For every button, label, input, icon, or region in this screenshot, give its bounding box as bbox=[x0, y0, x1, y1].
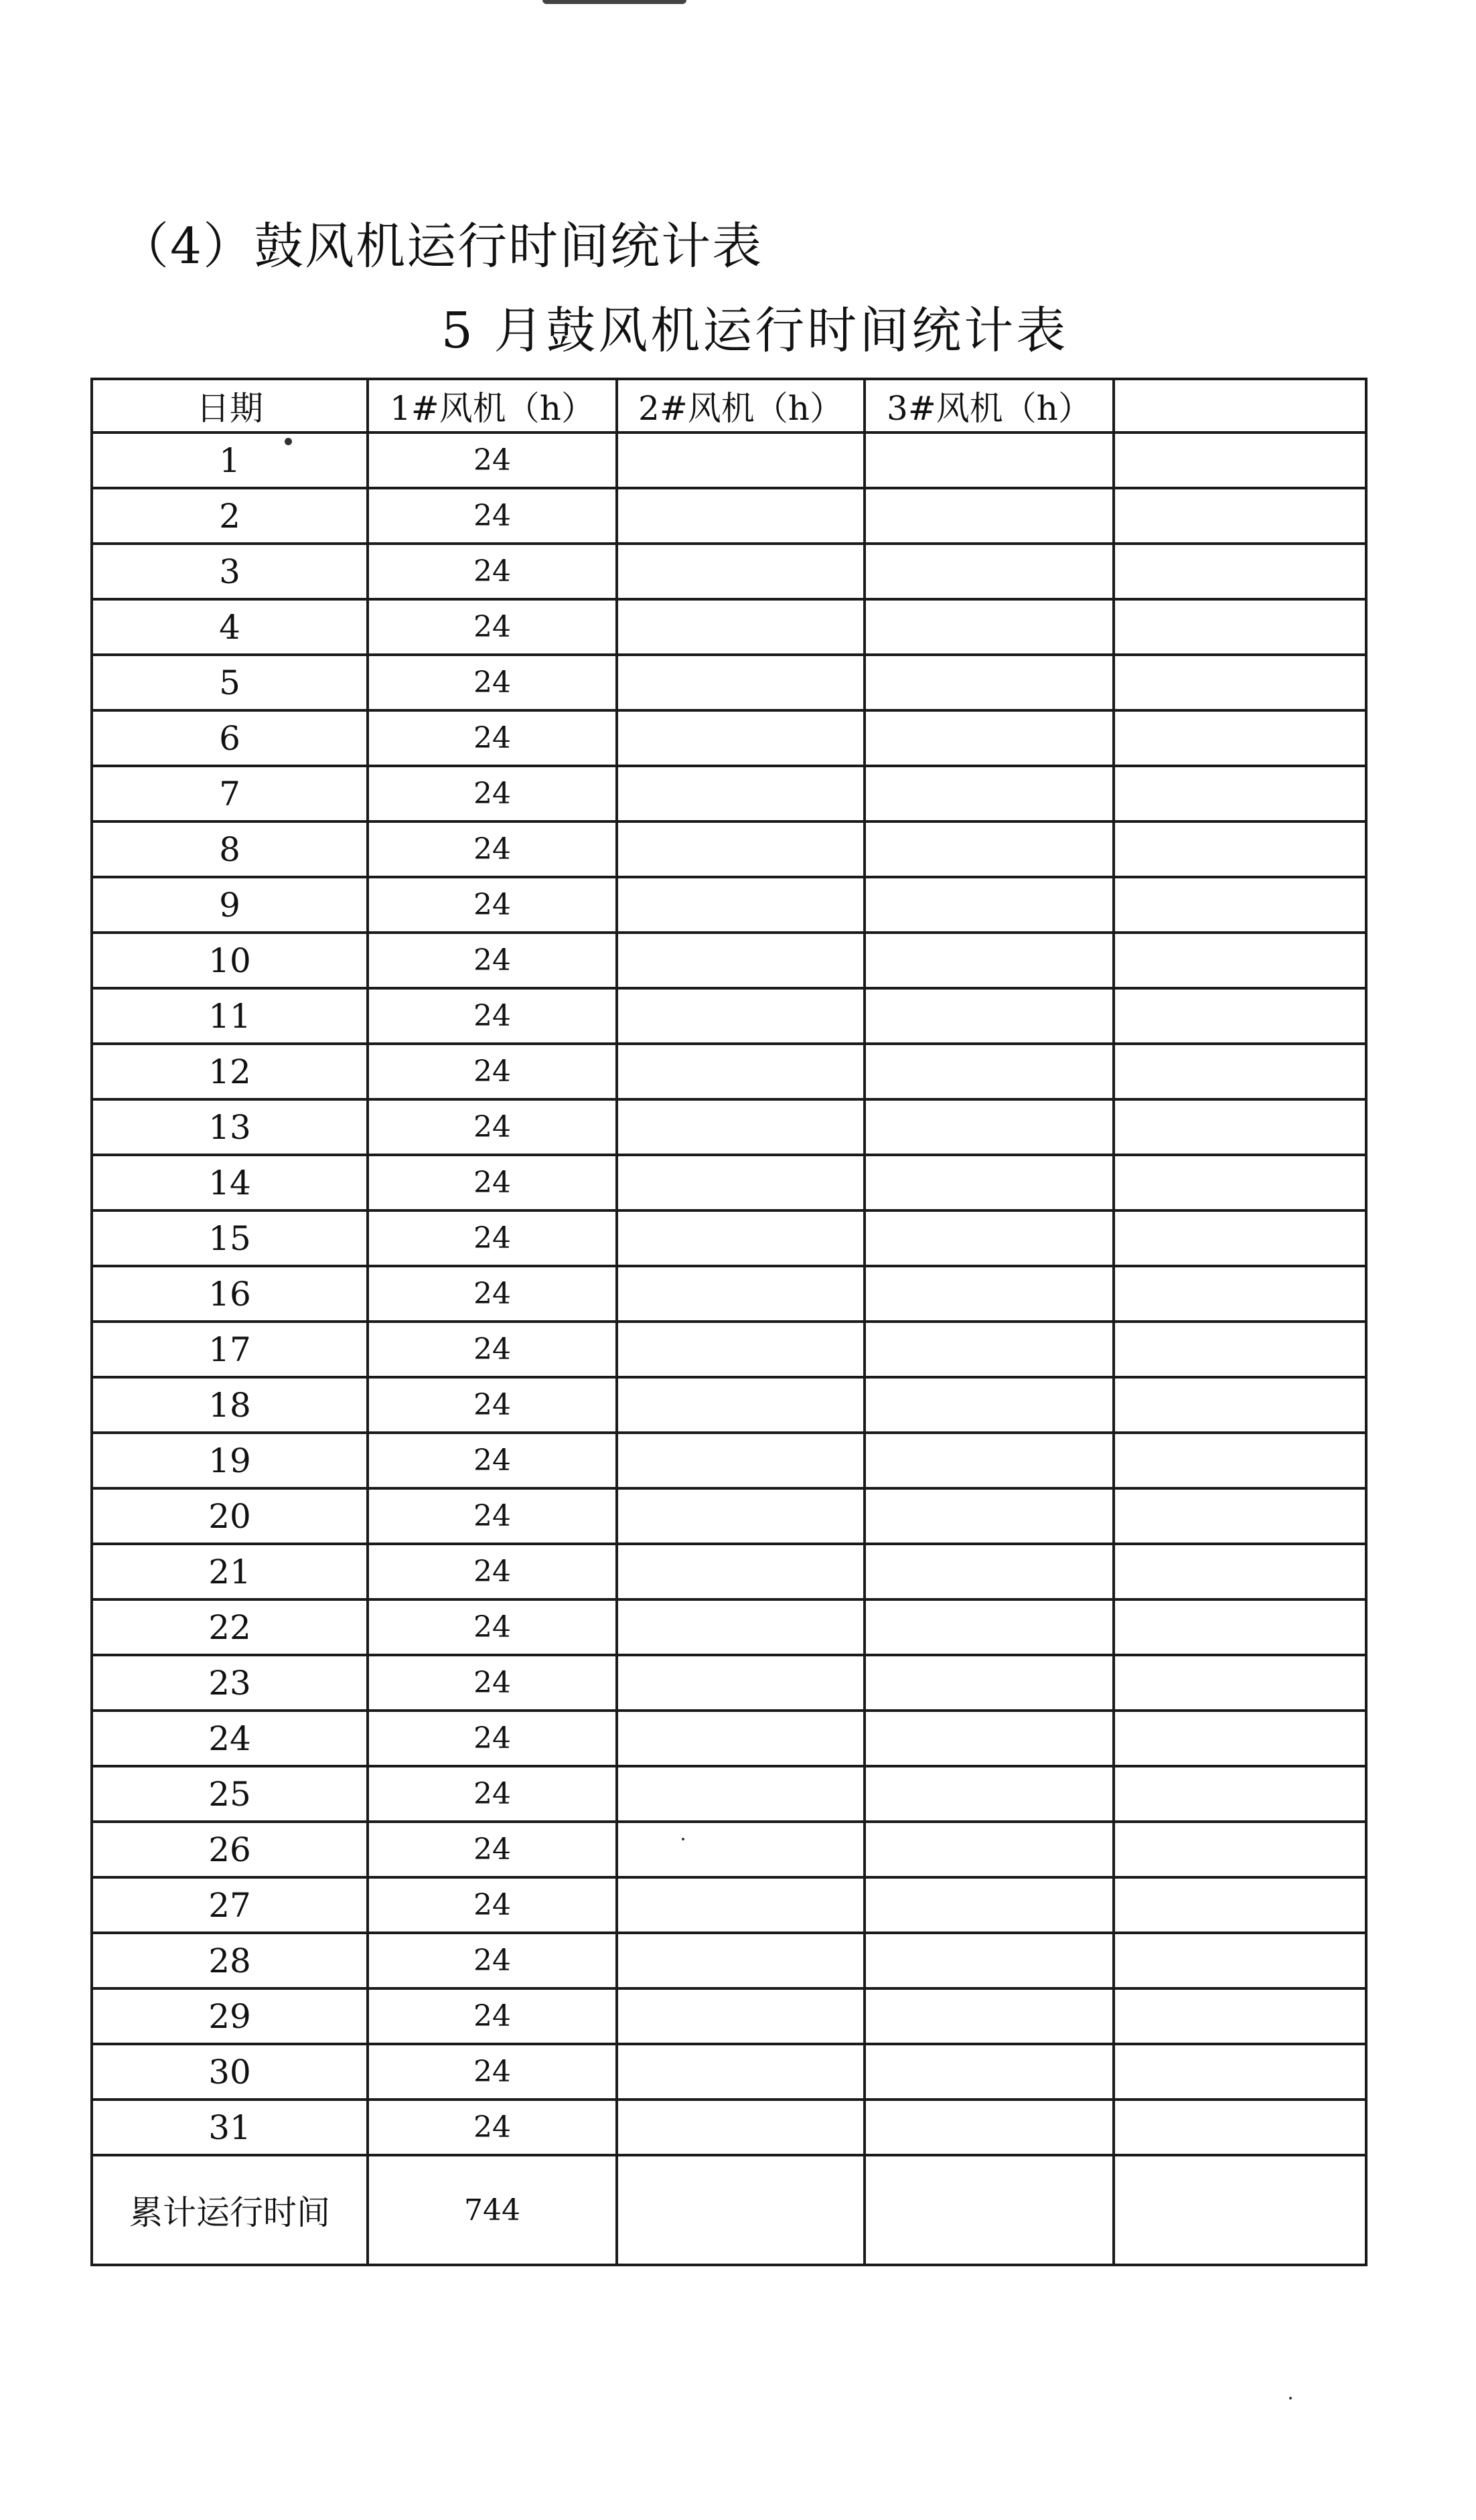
date-cell: 8 bbox=[92, 821, 368, 877]
fan1-hours-cell: 24 bbox=[368, 933, 617, 988]
fan1-hours-cell: 24 bbox=[368, 1655, 617, 1711]
fan3-hours-cell bbox=[865, 1766, 1114, 1822]
fan2-hours-cell bbox=[617, 1433, 865, 1488]
fan3-hours-cell bbox=[865, 1711, 1114, 1766]
fan1-hours-cell: 24 bbox=[368, 2100, 617, 2155]
extra-cell bbox=[1114, 1988, 1366, 2044]
fan3-hours-cell bbox=[865, 1933, 1114, 1988]
fan3-hours-cell bbox=[865, 1822, 1114, 1877]
header-fan1: 1#风机（h） bbox=[368, 379, 617, 432]
extra-total-cell bbox=[1114, 2155, 1366, 2265]
fan1-hours-cell: 24 bbox=[368, 1155, 617, 1210]
fan3-hours-cell bbox=[865, 1488, 1114, 1544]
fan3-hours-cell bbox=[865, 599, 1114, 655]
fan2-hours-cell bbox=[617, 488, 865, 544]
fan1-hours-cell: 24 bbox=[368, 488, 617, 544]
fan3-hours-cell bbox=[865, 1322, 1114, 1377]
date-cell: 14 bbox=[92, 1155, 368, 1210]
fan2-hours-cell bbox=[617, 1599, 865, 1655]
fan1-hours-cell: 24 bbox=[368, 1377, 617, 1433]
total-row bbox=[92, 2155, 1366, 2265]
scan-speck bbox=[285, 438, 292, 445]
fan1-hours-cell: 24 bbox=[368, 1933, 617, 1988]
fan1-hours-cell: 24 bbox=[368, 1988, 617, 2044]
date-cell: 28 bbox=[92, 1933, 368, 1988]
fan3-hours-cell bbox=[865, 877, 1114, 933]
table-row bbox=[92, 988, 1366, 1044]
total-label: 累计运行时间 bbox=[92, 2155, 368, 2265]
table-row bbox=[92, 488, 1366, 544]
date-cell: 7 bbox=[92, 766, 368, 821]
extra-cell bbox=[1114, 432, 1366, 488]
table-row bbox=[92, 432, 1366, 488]
table-row bbox=[92, 1322, 1366, 1377]
fan2-hours-cell bbox=[617, 2100, 865, 2155]
fan2-hours-cell bbox=[617, 1766, 865, 1822]
scan-edge-mark bbox=[542, 0, 686, 4]
extra-cell bbox=[1114, 1766, 1366, 1822]
fan2-hours-cell bbox=[617, 766, 865, 821]
fan1-hours-cell: 24 bbox=[368, 432, 617, 488]
extra-cell bbox=[1114, 933, 1366, 988]
table-row bbox=[92, 655, 1366, 710]
scan-speck bbox=[1289, 2397, 1292, 2399]
table-row bbox=[92, 1988, 1366, 2044]
fan1-hours-cell: 24 bbox=[368, 1766, 617, 1822]
table-row bbox=[92, 1822, 1366, 1877]
header-extra bbox=[1114, 379, 1366, 432]
table-row bbox=[92, 544, 1366, 599]
fan2-hours-cell bbox=[617, 877, 865, 933]
fan3-hours-cell bbox=[865, 1266, 1114, 1322]
date-cell: 21 bbox=[92, 1544, 368, 1599]
extra-cell bbox=[1114, 1599, 1366, 1655]
date-cell: 26 bbox=[92, 1822, 368, 1877]
fan2-hours-cell bbox=[617, 1711, 865, 1766]
fan1-hours-cell: 24 bbox=[368, 710, 617, 766]
fan3-hours-cell bbox=[865, 2044, 1114, 2100]
extra-cell bbox=[1114, 1377, 1366, 1433]
table-row bbox=[92, 2044, 1366, 2100]
fan1-hours-cell: 24 bbox=[368, 544, 617, 599]
fan1-total-cell: 744 bbox=[368, 2155, 617, 2265]
table-row bbox=[92, 821, 1366, 877]
extra-cell bbox=[1114, 988, 1366, 1044]
fan1-hours-cell: 24 bbox=[368, 1599, 617, 1655]
date-cell: 24 bbox=[92, 1711, 368, 1766]
extra-cell bbox=[1114, 1655, 1366, 1711]
fan3-hours-cell bbox=[865, 1099, 1114, 1155]
table-title: 5 月鼓风机运行时间统计表 bbox=[441, 302, 1069, 360]
table-row bbox=[92, 1544, 1366, 1599]
fan3-hours-cell bbox=[865, 1655, 1114, 1711]
fan2-hours-cell bbox=[617, 1988, 865, 2044]
table-row bbox=[92, 1210, 1366, 1266]
table-row bbox=[92, 1044, 1366, 1099]
date-cell: 18 bbox=[92, 1377, 368, 1433]
fan3-hours-cell bbox=[865, 1877, 1114, 1933]
fan3-hours-cell bbox=[865, 1433, 1114, 1488]
table-row bbox=[92, 1766, 1366, 1822]
table-row bbox=[92, 933, 1366, 988]
date-cell: 5 bbox=[92, 655, 368, 710]
fan2-hours-cell bbox=[617, 1877, 865, 1933]
date-cell: 1 bbox=[92, 432, 368, 488]
extra-cell bbox=[1114, 766, 1366, 821]
extra-cell bbox=[1114, 1099, 1366, 1155]
blower-runtime-table bbox=[90, 378, 1368, 2266]
date-cell: 22 bbox=[92, 1599, 368, 1655]
fan2-hours-cell bbox=[617, 1933, 865, 1988]
date-cell: 13 bbox=[92, 1099, 368, 1155]
extra-cell bbox=[1114, 1266, 1366, 1322]
table-row bbox=[92, 1655, 1366, 1711]
table-row bbox=[92, 1933, 1366, 1988]
date-cell: 20 bbox=[92, 1488, 368, 1544]
fan2-hours-cell bbox=[617, 544, 865, 599]
table-header-row bbox=[92, 379, 1366, 432]
fan1-hours-cell: 24 bbox=[368, 1544, 617, 1599]
fan3-hours-cell bbox=[865, 488, 1114, 544]
fan2-hours-cell bbox=[617, 821, 865, 877]
scan-speck bbox=[682, 1838, 684, 1840]
date-cell: 17 bbox=[92, 1322, 368, 1377]
extra-cell bbox=[1114, 1544, 1366, 1599]
fan1-hours-cell: 24 bbox=[368, 877, 617, 933]
fan1-hours-cell: 24 bbox=[368, 1711, 617, 1766]
fan3-hours-cell bbox=[865, 766, 1114, 821]
fan2-hours-cell bbox=[617, 1544, 865, 1599]
extra-cell bbox=[1114, 488, 1366, 544]
fan1-hours-cell: 24 bbox=[368, 2044, 617, 2100]
extra-cell bbox=[1114, 1433, 1366, 1488]
table-row bbox=[92, 1877, 1366, 1933]
date-cell: 15 bbox=[92, 1210, 368, 1266]
fan2-total-cell bbox=[617, 2155, 865, 2265]
date-cell: 11 bbox=[92, 988, 368, 1044]
fan3-hours-cell bbox=[865, 710, 1114, 766]
date-cell: 10 bbox=[92, 933, 368, 988]
fan2-hours-cell bbox=[617, 710, 865, 766]
extra-cell bbox=[1114, 821, 1366, 877]
extra-cell bbox=[1114, 1322, 1366, 1377]
fan2-hours-cell bbox=[617, 599, 865, 655]
date-cell: 31 bbox=[92, 2100, 368, 2155]
date-cell: 19 bbox=[92, 1433, 368, 1488]
fan1-hours-cell: 24 bbox=[368, 599, 617, 655]
fan1-hours-cell: 24 bbox=[368, 1877, 617, 1933]
fan1-hours-cell: 24 bbox=[368, 1822, 617, 1877]
extra-cell bbox=[1114, 544, 1366, 599]
extra-cell bbox=[1114, 1210, 1366, 1266]
extra-cell bbox=[1114, 2044, 1366, 2100]
fan2-hours-cell bbox=[617, 1266, 865, 1322]
fan1-hours-cell: 24 bbox=[368, 1210, 617, 1266]
fan1-hours-cell: 24 bbox=[368, 1488, 617, 1544]
fan2-hours-cell bbox=[617, 1322, 865, 1377]
fan3-total-cell bbox=[865, 2155, 1114, 2265]
fan1-hours-cell: 24 bbox=[368, 1266, 617, 1322]
extra-cell bbox=[1114, 655, 1366, 710]
section-heading: （4）鼓风机运行时间统计表 bbox=[119, 218, 763, 275]
fan3-hours-cell bbox=[865, 655, 1114, 710]
fan3-hours-cell bbox=[865, 1210, 1114, 1266]
table-row bbox=[92, 877, 1366, 933]
date-cell: 9 bbox=[92, 877, 368, 933]
header-date: 日期 bbox=[92, 379, 368, 432]
extra-cell bbox=[1114, 599, 1366, 655]
date-cell: 6 bbox=[92, 710, 368, 766]
fan3-hours-cell bbox=[865, 1044, 1114, 1099]
table-row bbox=[92, 1155, 1366, 1210]
fan3-hours-cell bbox=[865, 933, 1114, 988]
fan3-hours-cell bbox=[865, 432, 1114, 488]
fan2-hours-cell bbox=[617, 1044, 865, 1099]
table-row bbox=[92, 1099, 1366, 1155]
fan3-hours-cell bbox=[865, 2100, 1114, 2155]
fan3-hours-cell bbox=[865, 1377, 1114, 1433]
table-row bbox=[92, 2100, 1366, 2155]
fan2-hours-cell bbox=[617, 655, 865, 710]
fan1-hours-cell: 24 bbox=[368, 988, 617, 1044]
date-cell: 29 bbox=[92, 1988, 368, 2044]
fan2-hours-cell bbox=[617, 1210, 865, 1266]
extra-cell bbox=[1114, 1044, 1366, 1099]
fan1-hours-cell: 24 bbox=[368, 1099, 617, 1155]
fan3-hours-cell bbox=[865, 544, 1114, 599]
fan2-hours-cell bbox=[617, 933, 865, 988]
table-row bbox=[92, 766, 1366, 821]
fan3-hours-cell bbox=[865, 1155, 1114, 1210]
fan2-hours-cell bbox=[617, 432, 865, 488]
fan2-hours-cell bbox=[617, 1155, 865, 1210]
fan1-hours-cell: 24 bbox=[368, 1044, 617, 1099]
table-row bbox=[92, 1433, 1366, 1488]
fan1-hours-cell: 24 bbox=[368, 1433, 617, 1488]
extra-cell bbox=[1114, 1877, 1366, 1933]
date-cell: 30 bbox=[92, 2044, 368, 2100]
fan1-hours-cell: 24 bbox=[368, 821, 617, 877]
fan3-hours-cell bbox=[865, 1544, 1114, 1599]
extra-cell bbox=[1114, 1488, 1366, 1544]
date-cell: 16 bbox=[92, 1266, 368, 1322]
table-body bbox=[92, 432, 1366, 2265]
date-cell: 23 bbox=[92, 1655, 368, 1711]
table-row bbox=[92, 1711, 1366, 1766]
header-fan3: 3#风机（h） bbox=[865, 379, 1114, 432]
table-row bbox=[92, 1599, 1366, 1655]
table-row bbox=[92, 1266, 1366, 1322]
header-fan2: 2#风机（h） bbox=[617, 379, 865, 432]
fan2-hours-cell bbox=[617, 988, 865, 1044]
extra-cell bbox=[1114, 1933, 1366, 1988]
fan2-hours-cell bbox=[617, 2044, 865, 2100]
table-row bbox=[92, 710, 1366, 766]
extra-cell bbox=[1114, 877, 1366, 933]
date-cell: 25 bbox=[92, 1766, 368, 1822]
extra-cell bbox=[1114, 1711, 1366, 1766]
fan3-hours-cell bbox=[865, 988, 1114, 1044]
table-row bbox=[92, 599, 1366, 655]
extra-cell bbox=[1114, 2100, 1366, 2155]
fan2-hours-cell bbox=[617, 1488, 865, 1544]
fan1-hours-cell: 24 bbox=[368, 1322, 617, 1377]
fan2-hours-cell bbox=[617, 1822, 865, 1877]
table-row bbox=[92, 1377, 1366, 1433]
extra-cell bbox=[1114, 710, 1366, 766]
date-cell: 12 bbox=[92, 1044, 368, 1099]
fan2-hours-cell bbox=[617, 1099, 865, 1155]
date-cell: 4 bbox=[92, 599, 368, 655]
fan2-hours-cell bbox=[617, 1655, 865, 1711]
fan1-hours-cell: 24 bbox=[368, 655, 617, 710]
fan3-hours-cell bbox=[865, 1599, 1114, 1655]
fan3-hours-cell bbox=[865, 821, 1114, 877]
fan1-hours-cell: 24 bbox=[368, 766, 617, 821]
extra-cell bbox=[1114, 1155, 1366, 1210]
fan3-hours-cell bbox=[865, 1988, 1114, 2044]
date-cell: 3 bbox=[92, 544, 368, 599]
date-cell: 27 bbox=[92, 1877, 368, 1933]
fan2-hours-cell bbox=[617, 1377, 865, 1433]
date-cell: 2 bbox=[92, 488, 368, 544]
extra-cell bbox=[1114, 1822, 1366, 1877]
table-row bbox=[92, 1488, 1366, 1544]
